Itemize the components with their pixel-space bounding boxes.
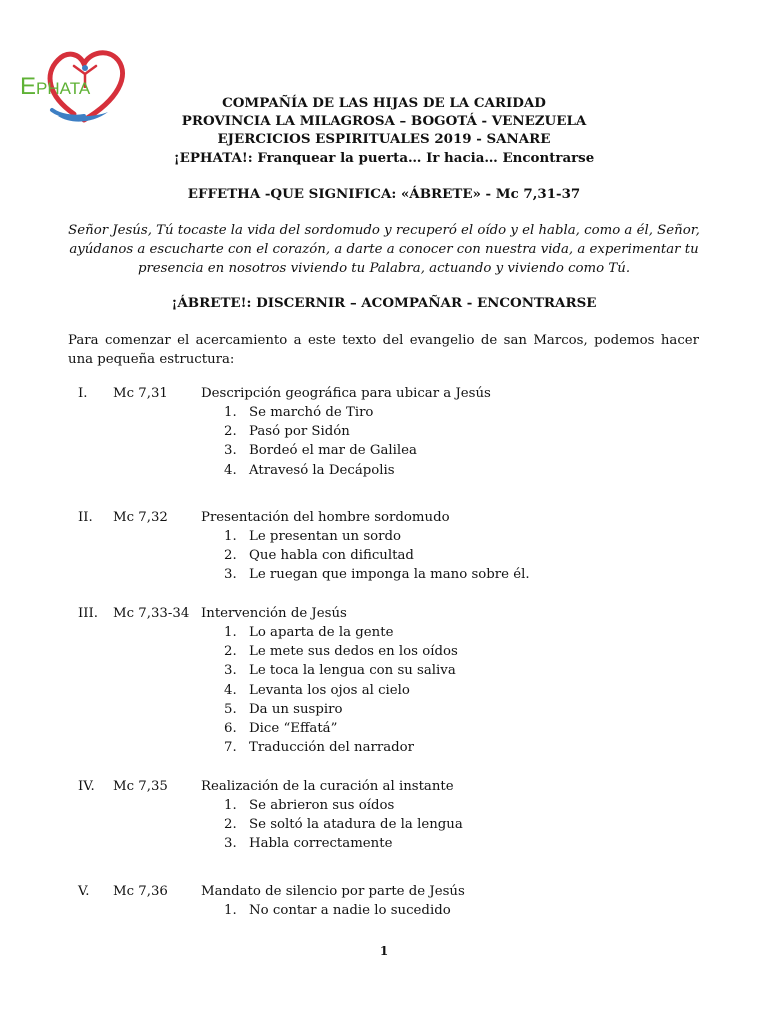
list-item [0,461,768,480]
list-item [0,441,768,460]
section-title: Intervención de Jesús [201,606,347,621]
section-1 [0,384,768,480]
section-header [0,882,768,901]
document-subtitle: EFFETHA -QUE SIGNIFICA: «ÁBRETE» - Mc 7,31-37 [187,186,581,202]
item-number: 1. [224,405,237,420]
item-number: 2. [224,644,237,660]
section-title: Mandato de silencio por parte de Jesús [201,884,465,899]
item-number: 4. [224,682,237,698]
item-text: Que habla con dificultad [249,548,414,564]
list-item [0,546,768,565]
section-roman: V. [78,884,90,899]
section-ref: Mc 7,35 [113,779,168,794]
item-text: Lo aparta de la gente [249,625,394,640]
theme-heading: ¡ÁBRETE!: DISCERNIR – ACOMPAÑAR - ENCONTRARSE [171,295,597,311]
item-text: Bordeó el mar de Galilea [249,443,417,459]
section-ref: Mc 7,31 [113,386,168,401]
section-header [0,777,768,796]
section-header [0,604,768,623]
item-text: Da un suspiro [249,701,343,717]
list-item [0,834,768,853]
list-item [0,719,768,738]
logo-e: E [20,73,37,100]
list-item [0,623,768,642]
item-text: No contar a nadie lo sucedido [249,903,451,918]
section-5 [0,882,768,920]
list-item [0,901,768,920]
item-text: Le presentan un sordo [249,529,402,544]
section-ref: Mc 7,33-34 [113,606,190,621]
section-2 [0,508,768,585]
section-4 [0,777,768,854]
section-header [0,384,768,403]
list-item [0,642,768,661]
list-item [0,681,768,700]
section-3 [0,604,768,757]
header-line-3: EJERCICIOS ESPIRITUALES 2019 - SANARE [217,131,551,147]
item-number: 2. [224,424,237,440]
item-number: 1. [224,903,237,918]
section-title: Descripción geográfica para ubicar a Jesús [201,386,491,401]
intro-paragraph: Para comenzar el acercamiento a este texto del evangelio de san Marcos, podemos hacer una pequeña estructura: [68,333,699,367]
item-number: 1. [224,625,237,640]
header-line-4: ¡EPHATA!: Franquear la puerta… Ir hacia… Encontrarse [173,150,595,166]
list-item [0,661,768,680]
section-title: Presentación del hombre sordomudo [201,510,450,525]
item-number: 3. [224,663,237,679]
item-number: 2. [224,817,237,833]
header-line-1: COMPAÑÍA DE LAS HIJAS DE LA CARIDAD [222,95,546,111]
list-item [0,796,768,815]
opening-prayer: Señor Jesús, Tú tocaste la vida del sordomudo y recuperó el oído y el habla, como a él, Señor, ayúdanos a escucharte con el corazón, a darte a conocer con nuestra vida, a experimentar tu presencia en nosotros viviendo tu Palabra, actuando y viviendo como Tú. [68,223,700,276]
item-number: 4. [224,462,237,478]
item-text: Le mete sus dedos en los oídos [249,644,458,660]
item-number: 5. [224,701,237,717]
section-roman: III. [78,606,98,621]
section-header [0,508,768,527]
item-number: 1. [224,798,237,813]
item-text: Le toca la lengua con su saliva [249,663,456,679]
list-item [0,700,768,719]
item-number: 1. [224,529,237,544]
item-number: 6. [224,720,237,736]
list-item [0,815,768,834]
item-text: Pasó por Sidón [249,424,350,440]
item-text: Habla correctamente [249,836,393,852]
section-ref: Mc 7,36 [113,884,168,899]
item-text: Se soltó la atadura de la lengua [249,817,463,833]
item-text: Se marchó de Tiro [249,405,374,420]
item-number: 3. [224,443,237,459]
list-item [0,738,768,757]
item-text: Le ruegan que imponga la mano sobre él. [249,567,530,583]
list-item [0,565,768,584]
item-text: Dice “Effatá” [249,720,338,736]
logo-rest: PHATA [36,79,91,98]
list-item [0,403,768,422]
section-ref: Mc 7,32 [113,510,168,525]
item-number: 3. [224,567,237,583]
header-line-2: PROVINCIA LA MILAGROSA – BOGOTÁ - VENEZUELA [181,113,587,129]
item-text: Traducción del narrador [249,740,415,756]
page-number: 1 [379,944,389,958]
item-text: Atravesó la Decápolis [249,462,395,478]
item-text: Levanta los ojos al cielo [249,682,410,698]
section-roman: II. [78,510,93,525]
item-text: Se abrieron sus oídos [249,798,395,813]
list-item [0,527,768,546]
list-item [0,422,768,441]
section-roman: IV. [78,779,95,794]
section-title: Realización de la curación al instante [201,779,454,794]
section-roman: I. [78,386,88,401]
item-number: 2. [224,548,237,564]
item-number: 3. [224,836,237,852]
item-number: 7. [224,740,237,756]
